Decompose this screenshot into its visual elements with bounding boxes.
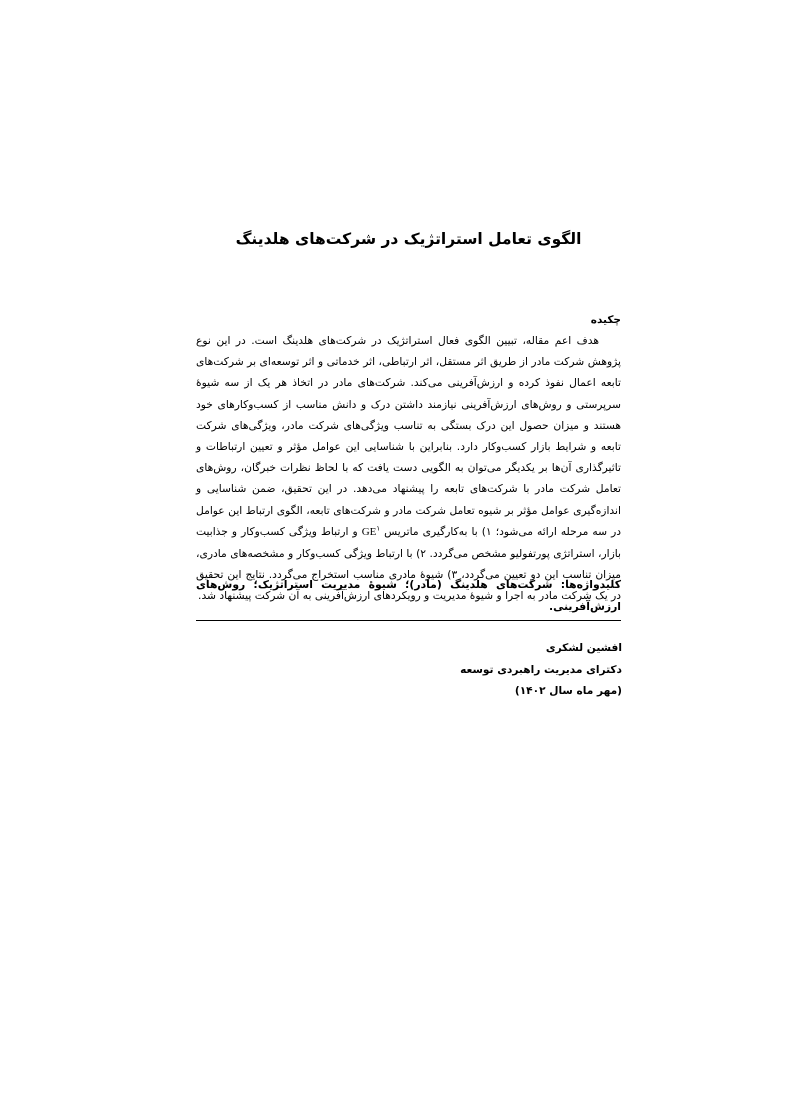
abstract-text-part-2: و ارتباط ویژگی کسب‌وکار و جذابیت بازار، استراتژی پورتفولیو مشخص می‌گردد. ۲) با ارتباط ویژگی کسب‌وکار و مشخصه‌های مادری، میزان تناسب این دو تعیین می‌گردد، ۳) شیوهٔ مادری مناسب استخراج می‌گردد. نتایج این تحقیق در یک شرکت مادر به اجرا و شیوهٔ مدیریت و رویکردهای ارزش‌آفرینی به آن شرکت پیشنهاد شد. — [196, 524, 621, 603]
section-divider — [196, 620, 621, 621]
publication-date-row — [197, 681, 622, 703]
keywords-text: کلیدواژه‌ها: شرکت‌های هلدینگ (مادر)؛ شیوهٔ مدیریت استراتژیک؛ روش‌های ارزش‌آفرینی. — [196, 578, 621, 613]
ge-matrix-label: GE — [361, 525, 377, 538]
footnote-marker: ۱ — [376, 524, 381, 533]
abstract-heading: چکیده — [590, 314, 621, 326]
keywords-section — [196, 574, 621, 617]
abstract-body — [196, 330, 621, 607]
author-block — [197, 638, 622, 703]
abstract-paragraph — [196, 330, 621, 607]
author-name-row — [197, 638, 622, 660]
author-credentials: دکترای مدیریت راهبردی توسعه — [460, 663, 622, 676]
publication-date: (مهر ماه سال ۱۴۰۲) — [514, 685, 622, 697]
author-name: افشین لشکری — [545, 642, 622, 654]
abstract-text-part-1: هدف اعم مقاله، تبیین الگوی فعال استراتژیک در شرکت‌های هلدینگ است. در این نوع پژوهش شرکت مادر از طریق اثر مستقل، اثر ارتباطی، اثر خدماتی و اثر توسعه‌ای بر شرکت‌های تابعه اعمال نفوذ کرده و ارزش‌آفرینی می‌کند. شرکت‌های مادر در اتخاذ هر یک از سه شیوهٔ سرپرستی و روش‌های ارزش‌آفرینی نیازمند داشتن درک و دانش مناسب از کسب‌وکارهای خود هستند و میزان حصول این درک بستگی به تناسب ویژگی‌های شرکت مادر، ویژگی‌های شرکت تابعه و شرایط بازار کسب‌وکار دارد. بنابراین با شناسایی این عوامل مؤثر و تعیین ارتباطات و تاثیرگذاری آن‌ها بر یکدیگر می‌توان به الگویی دست یافت که با لحاظ نظرات خبرگان، روش‌های تعامل شرکت مادر با شرکت‌های تابعه را پیشنهاد می‌دهد. در این تحقیق، ضمن شناسایی و اندازه‌گیری عوامل مؤثر بر شیوه تعامل شرکت مادر و شرکت‌های تابعه، الگوی ارتباط این عوامل در سه مرحله ارائه می‌شود؛ ۱) با به‌کارگیری ماتریس — [196, 334, 621, 538]
author-credentials-row — [197, 660, 622, 682]
page-title: الگوی تعامل استراتژیک در شرکت‌های هلدینگ — [235, 230, 582, 249]
